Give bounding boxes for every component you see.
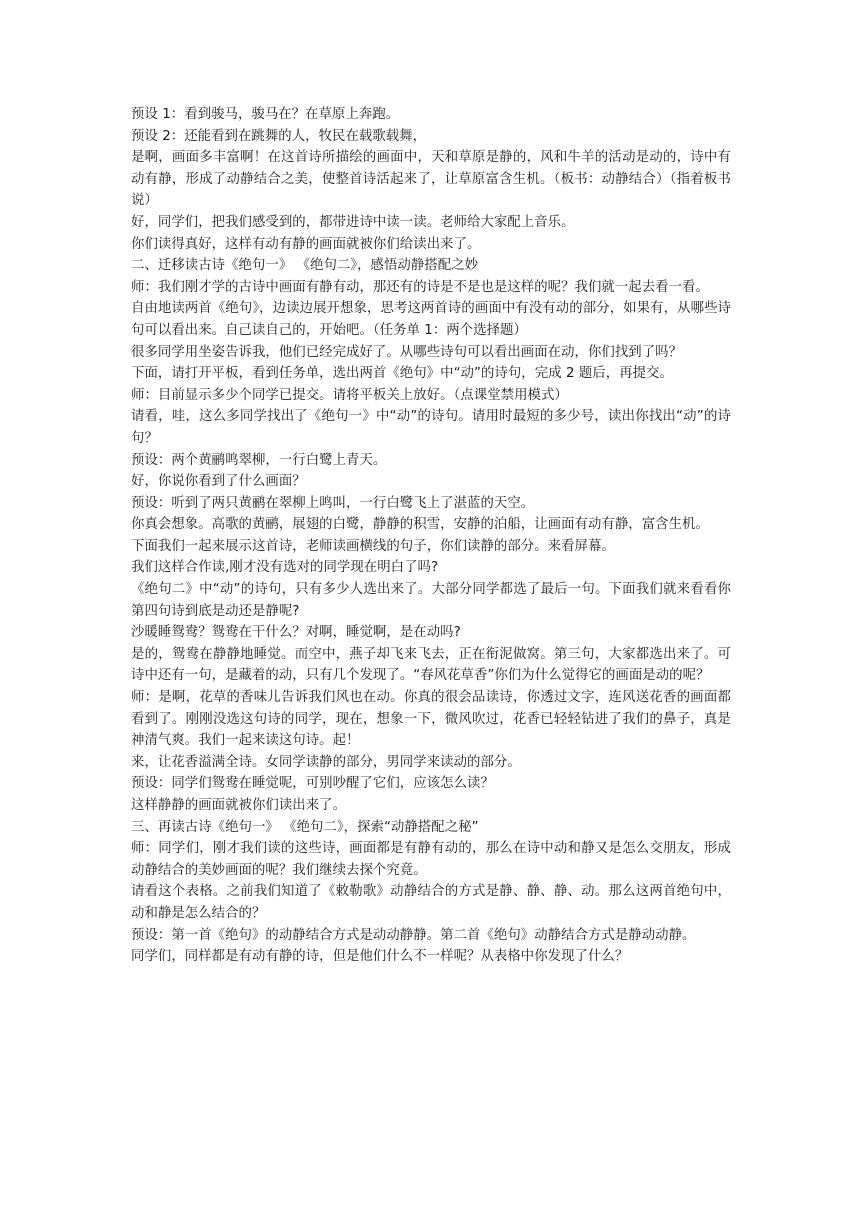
- document-page: [131, 104, 731, 968]
- paragraph: 预设 2：还能看到在跳舞的人，牧民在载歌载舞，: [131, 128, 427, 144]
- paragraph: 预设 1：看到骏马，骏马在？在草原上奔跑。: [131, 107, 400, 122]
- section-heading: 三、再读古诗《绝句一》 《绝句二》，探索“动静搭配之秘”: [131, 819, 479, 835]
- paragraph: 下面，请打开平板，看到任务单，选出两首《绝句》中“动”的诗句，完成 2 题后，再提交。: [131, 366, 673, 382]
- paragraph: 是的，鸳鸯在静静地睡觉。而空中，燕子却飞来飞去，正在衔泥做窝。第三句，大家都选出来了。可诗中还有一句，是藏着的动，只有几个发现了。“春风花草香”你们为什么觉得它的画面是动的呢？: [131, 646, 731, 684]
- paragraph: 预设：第一首《绝句》的动静结合方式是动动静静。第二首《绝句》动静结合方式是静动动静。: [131, 927, 696, 943]
- paragraph: 自由地读两首《绝句》，边读边展开想象，思考这两首诗的画面中有没有动的部分，如果有，从哪些诗句可以看出来。自己读自己的，开始吧。（任务单 1：两个选择题）: [131, 301, 731, 338]
- paragraph: 好，同学们，把我们感受到的，都带进诗中读一读。老师给大家配上音乐。: [131, 214, 575, 230]
- paragraph: 师：是啊，花草的香味儿告诉我们风也在动。你真的很会品读诗，你透过文字，连风送花香的画面都看到了。刚刚没选这句诗的同学，现在，想象一下，微风吹过，花香已轻轻钻进了我们的鼻子，真是神清气爽。我们一起来读这句诗。起！: [131, 690, 731, 749]
- paragraph: 你们读得真好，这样有动有静的画面就被你们给读出来了。: [131, 236, 481, 252]
- paragraph: 很多同学用坐姿告诉我，他们已经完成好了。从哪些诗句可以看出画面在动，你们找到了吗？: [131, 344, 683, 360]
- paragraph: 师：我们刚才学的古诗中画面有静有动，那还有的诗是不是也是这样的呢？我们就一起去看一看。: [131, 279, 709, 295]
- section-heading: 二、迁移读古诗《绝句一》 《绝句二》，感悟动静搭配之妙: [131, 258, 479, 274]
- paragraph: 是啊，画面多丰富啊！在这首诗所描绘的画面中，天和草原是静的，风和牛羊的活动是动的，诗中有动有静，形成了动静结合之美，使整首诗活起来了，让草原富含生机。（板书：动静结合）（指着板书说）: [131, 150, 731, 209]
- paragraph: 这样静静的画面就被你们读出来了。: [131, 798, 347, 813]
- paragraph: 预设：同学们鸳鸯在睡觉呢，可别吵醒了它们，应该怎么读？: [131, 776, 494, 792]
- paragraph: 师：目前显示多少个同学已提交。请将平板关上放好。（点课堂禁用模式）: [131, 387, 568, 403]
- paragraph: 预设：听到了两只黄鹂在翠柳上鸣叫，一行白鹭飞上了湛蓝的天空。: [131, 495, 535, 511]
- paragraph: 沙暖睡鸳鸯？鸳鸯在干什么？对啊，睡觉啊，是在动吗?: [131, 625, 461, 641]
- paragraph: 师：同学们，刚才我们读的这些诗，画面都是有静有动的，那么在诗中动和静又是怎么交朋友，形成动静结合的美妙画面的呢？我们继续去探个究竟。: [131, 841, 731, 878]
- paragraph: 你真会想象。高歌的黄鹂，展翅的白鹭，静静的积雪，安静的泊船，让画面有动有静，富含生机。: [131, 517, 709, 533]
- paragraph: 请看，哇，这么多同学找出了《绝句一》中“动”的诗句。请用时最短的多少号，读出你找出“动”的诗句？: [131, 409, 731, 446]
- paragraph: 《绝句二》中“动”的诗句，只有多少人选出来了。大部分同学都选了最后一句。下面我们就来看看你第四句诗到底是动还是静呢?: [131, 582, 731, 619]
- paragraph: 我们这样合作读,刚才没有选对的同学现在明白了吗?: [131, 560, 439, 576]
- paragraph: 下面我们一起来展示这首诗，老师读画横线的句子，你们读静的部分。来看屏幕。: [131, 538, 615, 554]
- paragraph: 同学们，同样都是有动有静的诗，但是他们什么不一样呢？从表格中你发现了什么？: [131, 949, 629, 965]
- paragraph: 预设：两个黄鹂鸣翠柳，一行白鹭上青天。: [131, 452, 387, 468]
- paragraph: 请看这个表格。之前我们知道了《敕勒歌》动静结合的方式是静、静、静、动。那么这两首绝句中，动和静是怎么结合的？: [131, 884, 731, 921]
- paragraph: 好，你说你看到了什么画面？: [131, 474, 306, 490]
- paragraph: 来，让花香溢满全诗。女同学读静的部分，男同学来读动的部分。: [131, 754, 521, 770]
